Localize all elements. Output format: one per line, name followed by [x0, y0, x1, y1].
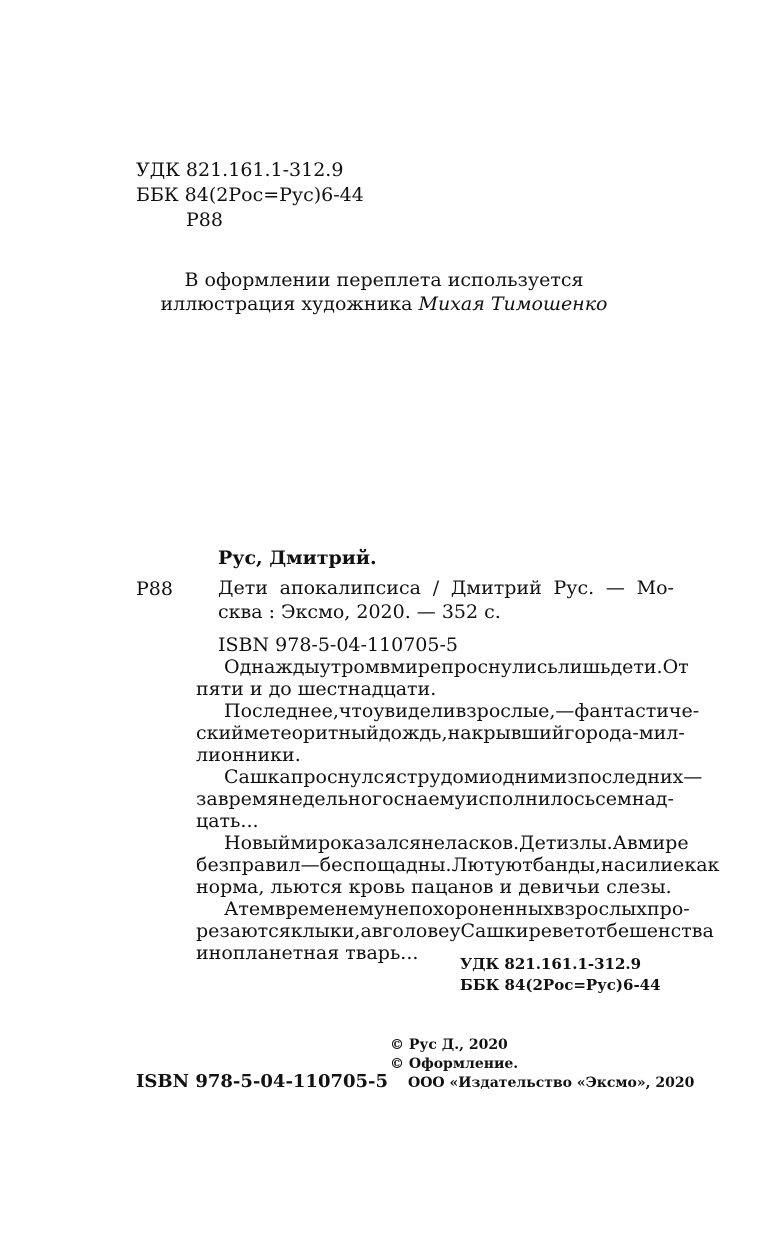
- word: трудом: [406, 766, 479, 788]
- word: резаются: [196, 920, 291, 942]
- word: /: [432, 577, 440, 599]
- catalog-description: [218, 576, 674, 624]
- annotation-line: [196, 854, 720, 876]
- word: без: [196, 854, 230, 876]
- annotation-line: [196, 788, 674, 810]
- word: мире: [390, 656, 442, 678]
- word: в: [379, 656, 391, 678]
- word: банды,: [532, 854, 602, 876]
- word: взрослых: [553, 898, 648, 920]
- word: а: [360, 920, 372, 942]
- word: Сашки: [460, 920, 529, 942]
- annotation-line: [196, 656, 689, 678]
- word: —: [300, 854, 320, 876]
- catalog-isbn: ISBN 978-5-04-110705-5: [218, 634, 458, 656]
- word: за: [196, 788, 218, 810]
- word: бешенства: [606, 920, 714, 942]
- word: последних: [577, 766, 684, 788]
- isbn-bottom: ISBN 978-5-04-110705-5: [136, 1071, 389, 1092]
- word: голове: [382, 920, 450, 942]
- word: Однажды: [224, 656, 320, 678]
- description-line: [218, 576, 674, 600]
- annotation-line: норма, льются кровь пацанов и девичьи слезы.: [196, 876, 672, 898]
- word: —: [605, 577, 625, 599]
- catalog-author-mark: Р88: [136, 578, 173, 600]
- word: взрослые,: [455, 700, 556, 722]
- word: неласков.: [421, 832, 520, 854]
- word: у: [373, 898, 385, 920]
- word: клыки,: [290, 920, 361, 942]
- word: —: [555, 700, 575, 722]
- word: апокалипсиса: [279, 577, 421, 599]
- annotation-line: [196, 920, 714, 942]
- word: тем: [238, 898, 275, 920]
- word: с: [396, 766, 407, 788]
- word: дети.: [610, 656, 663, 678]
- word: От: [662, 656, 689, 678]
- udk-code-bottom: УДК 821.161.1-312.9: [460, 955, 642, 973]
- author-mark: Р88: [186, 209, 223, 231]
- bbk-code: ББК 84(2Рос=Рус)6-44: [136, 184, 364, 206]
- word: Новый: [224, 832, 291, 854]
- word: в: [627, 832, 638, 854]
- credit-line-2: [0, 292, 768, 316]
- word: недельного: [278, 788, 394, 810]
- annotation-line: лионники.: [196, 744, 301, 766]
- credit-line-1: В оформлении переплета используется: [184, 269, 584, 291]
- word: Рус.: [553, 577, 595, 599]
- word: Сашка: [224, 766, 291, 788]
- word: насилие: [601, 854, 685, 876]
- credit-prefix: иллюстрация художника: [160, 293, 419, 315]
- word: дождь,: [378, 722, 448, 744]
- word: как: [684, 854, 720, 876]
- word: одним: [491, 766, 555, 788]
- word: ский: [196, 722, 244, 744]
- word: утром: [319, 656, 380, 678]
- word: про-: [647, 898, 690, 920]
- copyright-block: [390, 1036, 694, 1093]
- word: А: [612, 832, 628, 854]
- word: Дмитрий: [450, 577, 542, 599]
- word: мире: [637, 832, 689, 854]
- word: Мо-: [636, 577, 674, 599]
- bbk-code-bottom: ББК 84(2Рос=Рус)6-44: [460, 976, 661, 994]
- word: семнад-: [595, 788, 674, 810]
- annotation-line: инопланетная тварь...: [196, 942, 419, 964]
- copyright-design: © Оформление.: [390, 1056, 519, 1072]
- word: непохороненных: [384, 898, 554, 920]
- word: Дети: [218, 577, 268, 599]
- word: беспощадны.: [319, 854, 452, 876]
- annotation-line: [196, 832, 689, 854]
- annotation-line: [196, 722, 685, 744]
- word: у: [449, 920, 461, 942]
- description-line: сква : Эксмо, 2020. — 352 с.: [218, 601, 501, 623]
- word: оказался: [330, 832, 422, 854]
- word: ревет: [528, 920, 585, 942]
- word: проснулись: [441, 656, 558, 678]
- word: из: [554, 766, 578, 788]
- word: Последнее,: [224, 700, 339, 722]
- annotation-line: [196, 700, 700, 722]
- artist-name: Михая Тимошенко: [418, 293, 608, 315]
- cover-credit: [0, 268, 768, 316]
- word: Лютуют: [451, 854, 533, 876]
- word: и: [478, 766, 492, 788]
- word: ему: [428, 788, 466, 810]
- word: Дети: [519, 832, 570, 854]
- word: от: [584, 920, 607, 942]
- catalog-author: Рус, Дмитрий.: [218, 547, 377, 569]
- word: города-мил-: [564, 722, 685, 744]
- udk-code: УДК 821.161.1-312.9: [136, 159, 344, 181]
- word: лишь: [557, 656, 611, 678]
- word: увидели: [373, 700, 456, 722]
- copyright-author: © Рус Д., 2020: [390, 1037, 508, 1053]
- word: что: [338, 700, 374, 722]
- word: проснулся: [290, 766, 397, 788]
- word: А: [224, 898, 239, 920]
- annotation-line: цать...: [196, 810, 259, 832]
- bottom-classification-codes: [460, 954, 661, 996]
- word: накрывший: [447, 722, 565, 744]
- word: время: [217, 788, 279, 810]
- copyright-publisher: ООО «Издательство «Эксмо», 2020: [408, 1075, 695, 1091]
- annotation: [196, 656, 720, 964]
- word: —: [683, 766, 703, 788]
- word: в: [371, 920, 383, 942]
- top-classification-codes: [136, 158, 364, 233]
- word: мир: [290, 832, 331, 854]
- word: сна: [393, 788, 429, 810]
- word: правил: [229, 854, 301, 876]
- word: злы.: [569, 832, 613, 854]
- word: фантастиче-: [574, 700, 700, 722]
- annotation-line: [196, 766, 703, 788]
- word: метеоритный: [243, 722, 379, 744]
- annotation-line: пяти и до шестнадцати.: [196, 678, 437, 700]
- word: исполнилось: [465, 788, 596, 810]
- annotation-line: [196, 898, 690, 920]
- word: временем: [274, 898, 374, 920]
